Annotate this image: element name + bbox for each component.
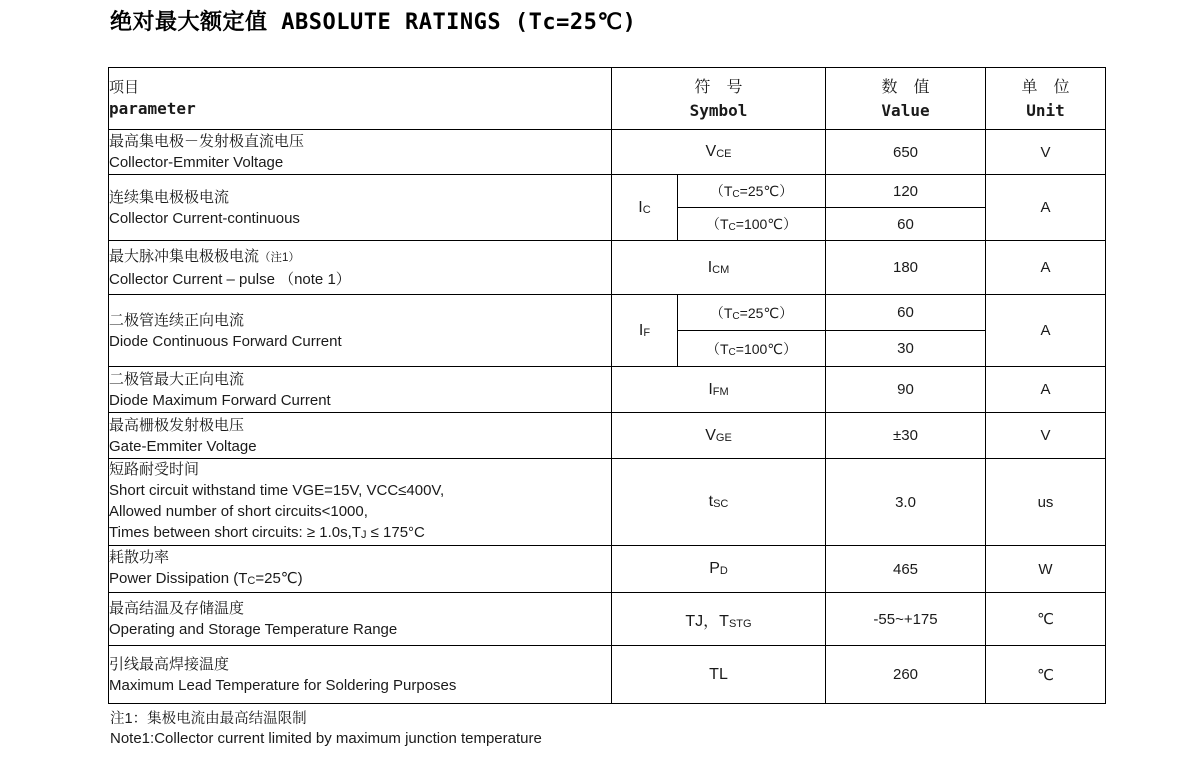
unit-cell-tl: ℃ <box>986 646 1106 704</box>
symbol-sub: CM <box>712 263 730 276</box>
symbol-base: t <box>708 493 714 510</box>
param-en: Diode Continuous Forward Current <box>109 332 342 350</box>
condition-pre: （T <box>709 183 733 199</box>
unit-cell-ic: A <box>986 175 1106 241</box>
param-en <box>109 568 611 591</box>
condition-post: =100℃） <box>735 340 798 357</box>
param-cell-pd <box>109 546 612 593</box>
param-en: Collector Current-continuous <box>109 209 300 227</box>
table-row-ic-a <box>109 175 1106 208</box>
condition-post: =25℃） <box>739 183 794 199</box>
symbol-sub: FM <box>712 385 729 398</box>
header-value-en: Value <box>881 100 930 120</box>
value-cell-tsc: 3.0 <box>826 459 986 546</box>
param-en: Diode Maximum Forward Current <box>109 391 331 409</box>
symbol-cell-ic <box>612 175 678 241</box>
param-en-line1: Short circuit withstand time VGE=15V, VCC≤400V, <box>109 482 445 499</box>
symbol-cell-if <box>612 295 678 367</box>
param-zh-note: （注1） <box>259 251 300 264</box>
param-en: Operating and Storage Temperature Range <box>109 621 398 638</box>
param-cell-if <box>109 295 612 367</box>
value-cell-vge: ±30 <box>826 413 986 459</box>
condition-post: =100℃） <box>735 216 798 232</box>
symbol-base: I <box>638 198 643 216</box>
param-zh: 耗散功率 <box>109 549 170 566</box>
param-en-pre: Power Dissipation (T <box>109 570 248 587</box>
table-row-icm <box>109 241 1106 295</box>
value-cell-ifm: 90 <box>826 367 986 413</box>
symbol-cell-tl <box>612 646 826 704</box>
unit-cell-tj: ℃ <box>986 593 1106 646</box>
symbol-cell-icm <box>612 241 826 295</box>
param-en: Maximum Lead Temperature for Soldering Purposes <box>109 676 457 694</box>
table-row-pd <box>109 546 1106 593</box>
value-cell-tl: 260 <box>826 646 986 704</box>
table-row-tj <box>109 593 1106 646</box>
table-row-vge <box>109 413 1106 459</box>
symbol-sub: GE <box>715 431 732 444</box>
value-cell-pd: 465 <box>826 546 986 593</box>
condition-sub: C <box>728 222 736 233</box>
header-parameter <box>109 68 612 130</box>
condition-pre: （T <box>705 340 729 357</box>
symbol-sub: CE <box>716 148 732 160</box>
param-en: Gate-Emmiter Voltage <box>109 437 257 455</box>
value-cell-icm: 180 <box>826 241 986 295</box>
table-row-tsc <box>109 459 1106 546</box>
header-unit <box>986 68 1106 130</box>
condition-cell-ic-100 <box>678 208 826 241</box>
param-zh: 二极管最大正向电流 <box>109 370 245 388</box>
param-en: Collector Current – pulse （note 1） <box>109 270 351 288</box>
table-row-tl <box>109 646 1106 704</box>
symbol-sub: STG <box>728 617 752 630</box>
symbol-base: P <box>709 560 720 577</box>
param-zh: 引线最高焊接温度 <box>109 655 230 673</box>
param-zh <box>109 246 611 269</box>
param-en-line3-pre: Times between short circuits: ≥ 1.0s,T <box>109 524 361 541</box>
condition-sub: C <box>728 346 736 358</box>
footnotes <box>110 710 542 748</box>
unit-cell-vce: V <box>986 130 1106 175</box>
param-en-line3-sub: J <box>360 529 367 541</box>
condition-cell-if-25 <box>678 295 826 331</box>
condition-cell-if-100 <box>678 331 826 367</box>
unit-cell-tsc: us <box>986 459 1106 546</box>
symbol-sub: D <box>719 565 728 577</box>
symbol-cell-tsc <box>612 459 826 546</box>
param-en-line3 <box>109 522 611 545</box>
symbol-base: V <box>705 143 717 160</box>
value-cell-vce: 650 <box>826 130 986 175</box>
param-zh-text: 最大脉冲集电极极电流 <box>109 247 260 265</box>
param-en-line2: Allowed number of short circuits<1000, <box>109 503 368 520</box>
page-title: 绝对最大额定值 ABSOLUTE RATINGS (Tc=25℃) <box>110 10 637 35</box>
value-cell-if-25: 60 <box>826 295 986 331</box>
condition-sub: C <box>732 189 740 200</box>
symbol-cell-vge <box>612 413 826 459</box>
param-cell-icm <box>109 241 612 295</box>
header-parameter-en: parameter <box>109 99 196 118</box>
header-unit-en: Unit <box>1026 100 1065 120</box>
header-value <box>826 68 986 130</box>
param-zh: 最高栅极发射极电压 <box>109 416 245 434</box>
header-parameter-zh: 项目 <box>109 79 140 96</box>
condition-post: =25℃） <box>739 304 794 321</box>
param-en-line3-post: ≤ 175°C <box>366 524 425 541</box>
unit-cell-pd: W <box>986 546 1106 593</box>
symbol-sub: F <box>643 326 651 339</box>
param-en-post: =25℃) <box>255 570 303 587</box>
param-en: Collector-Emmiter Voltage <box>109 154 284 171</box>
condition-pre: （T <box>709 304 733 321</box>
condition-cell-ic-25 <box>678 175 826 208</box>
table-row-ifm <box>109 367 1106 413</box>
table-row-if-a <box>109 295 1106 331</box>
symbol-cell-ifm <box>612 367 826 413</box>
header-unit-zh: 单 位 <box>1021 78 1070 96</box>
param-zh: 最高集电极－发射极直流电压 <box>109 133 305 150</box>
symbol-cell-pd <box>612 546 826 593</box>
value-cell-ic-25: 120 <box>826 175 986 208</box>
table-header-row <box>109 68 1106 130</box>
symbol-sub: SC <box>713 498 729 510</box>
symbol-cell-tj <box>612 593 826 646</box>
symbol-base: I <box>638 321 644 339</box>
unit-cell-icm: A <box>986 241 1106 295</box>
param-cell-vge <box>109 413 612 459</box>
unit-cell-ifm: A <box>986 367 1106 413</box>
value-cell-tj: -55~+175 <box>826 593 986 646</box>
header-symbol-zh: 符 号 <box>694 78 743 96</box>
param-zh: 连续集电极极电流 <box>109 188 230 206</box>
param-cell-ic <box>109 175 612 241</box>
param-cell-vce <box>109 130 612 175</box>
param-zh: 二极管连续正向电流 <box>109 311 245 329</box>
unit-cell-if: A <box>986 295 1106 367</box>
header-value-zh: 数 值 <box>881 78 930 96</box>
param-en-sub: C <box>247 575 256 587</box>
symbol-sub: C <box>642 203 651 216</box>
param-cell-tsc <box>109 459 612 546</box>
footnote-zh: 注1：集极电流由最高结温限制 <box>110 711 307 727</box>
condition-sub: C <box>732 310 740 322</box>
condition-pre: （T <box>705 216 729 232</box>
table-row-vce <box>109 130 1106 175</box>
footnote-en: Note1:Collector current limited by maximum junction temperature <box>110 730 542 747</box>
param-cell-ifm <box>109 367 612 413</box>
value-cell-if-100: 30 <box>826 331 986 367</box>
param-zh: 最高结温及存储温度 <box>109 600 245 617</box>
header-symbol <box>612 68 826 130</box>
param-cell-tl <box>109 646 612 704</box>
header-symbol-en: Symbol <box>689 100 748 120</box>
symbol-base: I <box>707 258 713 276</box>
value-cell-ic-100: 60 <box>826 208 986 241</box>
absolute-ratings-table <box>108 67 1106 704</box>
symbol-base: V <box>705 426 716 444</box>
symbol-cell-vce <box>612 130 826 175</box>
unit-cell-vge: V <box>986 413 1106 459</box>
param-cell-tj <box>109 593 612 646</box>
param-zh: 短路耐受时间 <box>109 461 200 478</box>
symbol-base: I <box>708 380 713 398</box>
symbol-base: TL <box>709 665 728 683</box>
symbol-base: TJ，T <box>685 612 729 630</box>
